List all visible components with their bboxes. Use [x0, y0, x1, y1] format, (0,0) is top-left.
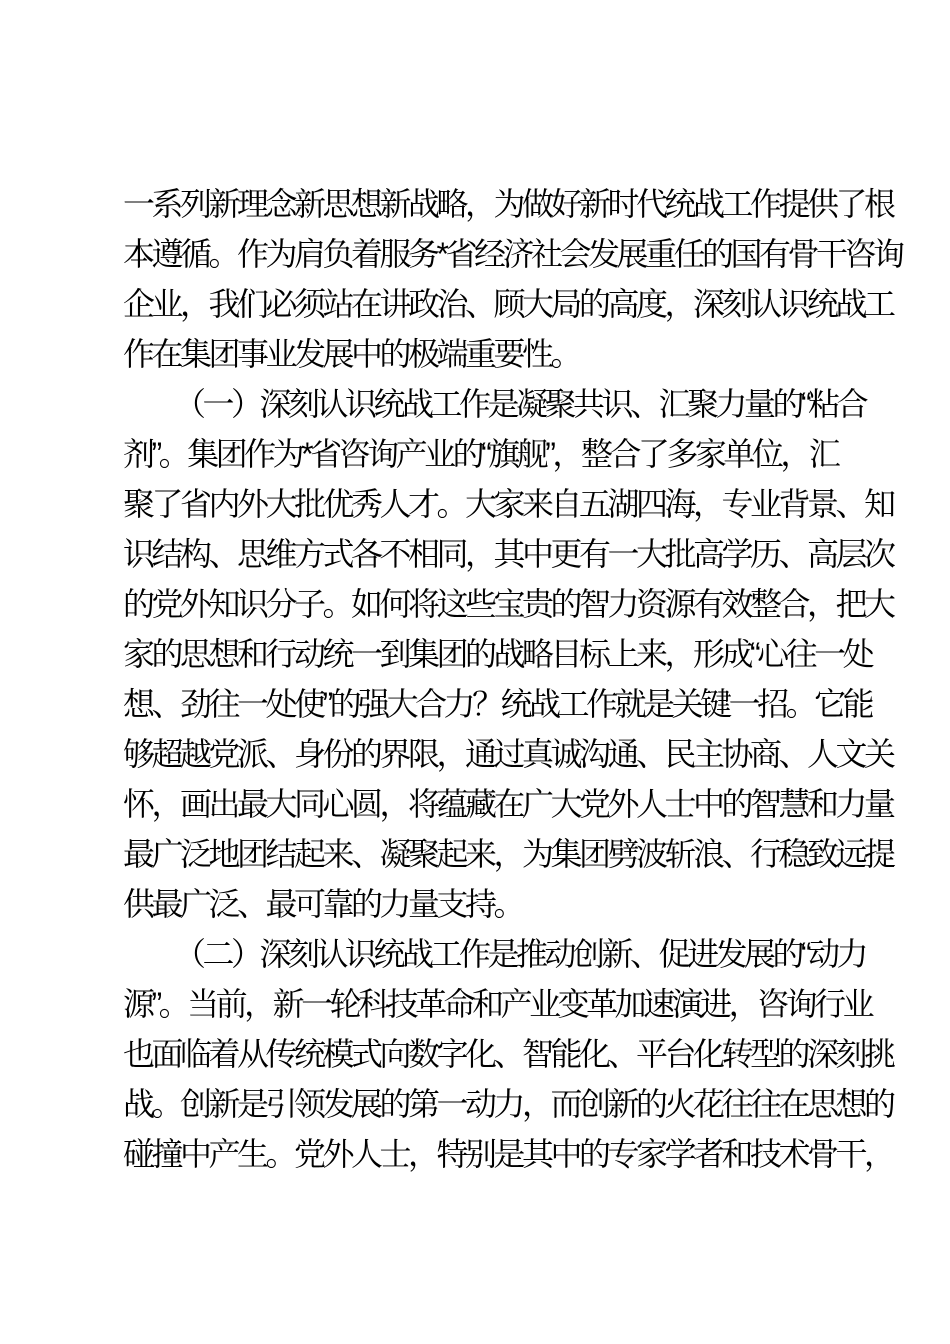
document-line: 够超越党派、身份的界限，通过真诚沟通、民主协商、人文关	[123, 736, 893, 772]
document-line: 家的思想和行动统一到集团的战略目标上来，形成“心往一处	[123, 636, 872, 672]
document-line: 本遵循。作为肩负着服务*省经济社会发展重任的国有骨干咨询	[123, 236, 902, 272]
paragraph	[123, 379, 913, 929]
document-line: 一系列新理念新思想新战略，为做好新时代统战工作提供了根	[123, 186, 893, 222]
document-line: 最广泛地团结起来、凝聚起来，为集团劈波斩浪、行稳致远提	[123, 836, 893, 872]
document-line: 也面临着从传统模式向数字化、智能化、平台化转型的深刻挑	[123, 1036, 893, 1072]
document-line: 战。创新是引领发展的第一动力，而创新的火花往往在思想的	[123, 1086, 893, 1122]
document-line: 剂”。集团作为*省咨询产业的“旗舰”，整合了多家单位，汇	[123, 436, 838, 472]
document-line: （二）深刻认识统战工作是推动创新、促进发展的“动力	[174, 936, 866, 972]
document-line: （一）深刻认识统战工作是凝聚共识、汇聚力量的“粘合	[174, 386, 866, 422]
document-line: 想、劲往一处使”的强大合力？统战工作就是关键一招。它能	[123, 686, 872, 722]
document-line: 碰撞中产生。党外人士，特别是其中的专家学者和技术骨干，	[123, 1136, 893, 1172]
document-line: 企业，我们必须站在讲政治、顾大局的高度，深刻认识统战工	[123, 286, 893, 322]
document-text-block	[123, 179, 913, 1179]
document-line: 源”。当前，新一轮科技革命和产业变革加速演进，咨询行业	[123, 986, 872, 1022]
document-line: 怀，画出最大同心圆，将蕴藏在广大党外人士中的智慧和力量	[123, 786, 893, 822]
document-line: 作在集团事业发展中的极端重要性。	[123, 336, 580, 372]
document-line: 聚了省内外大批优秀人才。大家来自五湖四海，专业背景、知	[123, 486, 893, 522]
document-line: 的党外知识分子。如何将这些宝贵的智力资源有效整合，把大	[123, 586, 893, 622]
document-line: 识结构、思维方式各不相同，其中更有一大批高学历、高层次	[123, 536, 893, 572]
document-line: 供最广泛、最可靠的力量支持。	[123, 886, 523, 922]
paragraph	[123, 929, 913, 1179]
paragraph	[123, 179, 913, 379]
